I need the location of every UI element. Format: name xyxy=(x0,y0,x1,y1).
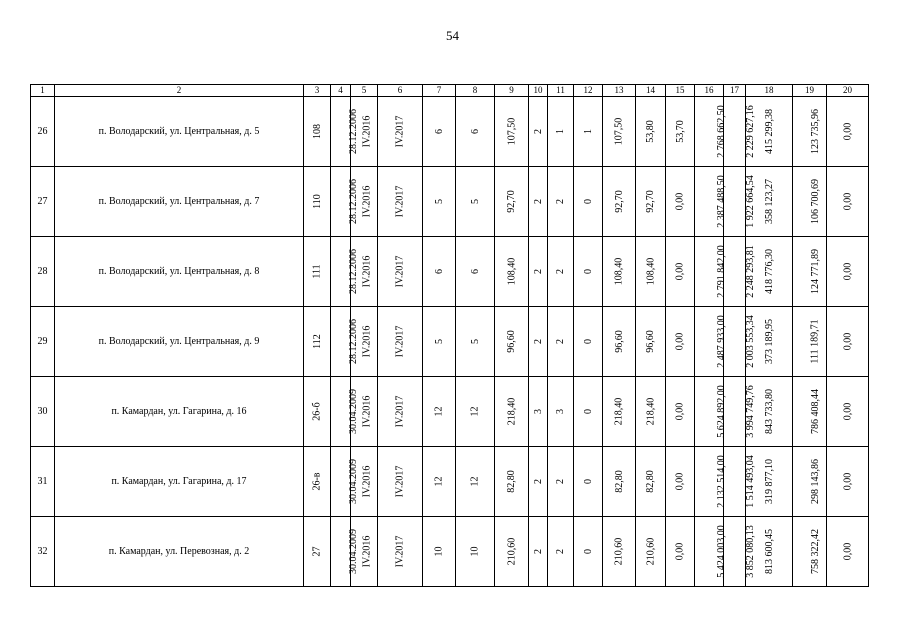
table-row xyxy=(31,237,869,307)
cell-c20 xyxy=(827,97,869,167)
cell-c7 xyxy=(423,377,456,447)
cell-c7 xyxy=(423,167,456,237)
cell-value: 6 xyxy=(469,269,481,274)
cell-c9 xyxy=(495,167,529,237)
cell-c14 xyxy=(636,517,666,587)
cell-value: 2 xyxy=(532,549,544,554)
cell-c12 xyxy=(574,97,603,167)
header-cell: 9 xyxy=(495,85,529,97)
cell-c8 xyxy=(456,307,495,377)
cell-c9 xyxy=(495,517,529,587)
cell-c15 xyxy=(666,307,695,377)
cell-value: 758 322,42 xyxy=(810,529,821,574)
cell-value: 2 387 488,50 xyxy=(715,175,727,228)
header-cell: 1 xyxy=(31,85,55,97)
row-number-cell: 27 xyxy=(31,167,55,237)
cell-c17 xyxy=(724,517,756,587)
header-cell: 13 xyxy=(603,85,636,97)
cell-value: IV.2017 xyxy=(394,395,406,428)
cell-value: 0,00 xyxy=(842,262,853,281)
cell-c19 xyxy=(793,237,827,307)
cell-c9 xyxy=(495,97,529,167)
cell-c11 xyxy=(548,167,574,237)
cell-value: IV.2017 xyxy=(394,325,406,358)
cell-c6 xyxy=(378,97,423,167)
cell-value: 2 791 842,00 xyxy=(715,245,727,298)
cell-c10 xyxy=(529,307,548,377)
cell-value: 0,00 xyxy=(674,192,686,211)
header-cell: 10 xyxy=(529,85,548,97)
cell-value: 108 xyxy=(311,124,323,139)
header-cell: 16 xyxy=(695,85,724,97)
cell-c3 xyxy=(304,307,331,377)
cell-value: 1 922 664,54 xyxy=(744,175,756,228)
cell-value: 1 xyxy=(555,129,566,134)
cell-value: 96,60 xyxy=(506,330,517,353)
cell-value: IV.2016 xyxy=(361,255,373,288)
cell-value: IV.2017 xyxy=(394,535,406,568)
cell-c17 xyxy=(724,447,756,517)
cell-c11 xyxy=(548,447,574,517)
cell-c13 xyxy=(603,97,636,167)
cell-value: 5 xyxy=(433,339,445,344)
cell-value: 12 xyxy=(433,406,445,417)
cell-value: 96,60 xyxy=(645,330,656,353)
cell-c16 xyxy=(695,447,727,517)
cell-c17 xyxy=(724,237,756,307)
table-row xyxy=(31,517,869,587)
cell-value: 2 xyxy=(555,549,566,554)
table-row xyxy=(31,97,869,167)
cell-value: IV.2016 xyxy=(361,465,373,498)
header-cell: 4 xyxy=(331,85,351,97)
cell-value: 0 xyxy=(582,269,594,274)
cell-value: 0,00 xyxy=(674,542,686,561)
cell-value: 2 xyxy=(555,339,566,344)
cell-c7 xyxy=(423,517,456,587)
cell-value: 210,60 xyxy=(506,537,517,566)
cell-c19 xyxy=(793,377,827,447)
cell-c15 xyxy=(666,97,695,167)
cell-c15 xyxy=(666,517,695,587)
header-cell: 8 xyxy=(456,85,495,97)
cell-value: 92,70 xyxy=(613,190,625,213)
table-row xyxy=(31,377,869,447)
cell-value: 28.12.2006 xyxy=(348,109,359,154)
cell-value: 82,80 xyxy=(645,470,656,493)
cell-value: 111 xyxy=(311,264,323,279)
cell-c4 xyxy=(331,447,359,517)
cell-c6 xyxy=(378,307,423,377)
cell-value: 5 624 892,00 xyxy=(715,385,727,438)
row-number-cell: 29 xyxy=(31,307,55,377)
cell-c3 xyxy=(304,237,331,307)
cell-c9 xyxy=(495,237,529,307)
cell-c11 xyxy=(548,517,574,587)
cell-c6 xyxy=(378,517,423,587)
cell-c14 xyxy=(636,447,666,517)
cell-value: 108,40 xyxy=(645,257,656,286)
cell-c16 xyxy=(695,167,727,237)
cell-c13 xyxy=(603,167,636,237)
cell-value: 2 229 627,16 xyxy=(744,105,756,158)
cell-value: 2 003 553,34 xyxy=(744,315,756,368)
cell-c13 xyxy=(603,307,636,377)
header-cell: 7 xyxy=(423,85,456,97)
cell-c16 xyxy=(695,517,727,587)
cell-value: 2 132 514,00 xyxy=(715,455,727,508)
cell-value: 82,80 xyxy=(613,470,625,493)
cell-c7 xyxy=(423,237,456,307)
cell-value: 418 776,30 xyxy=(763,249,775,294)
row-number-cell: 32 xyxy=(31,517,55,587)
header-cell: 19 xyxy=(793,85,827,97)
cell-value: IV.2017 xyxy=(394,185,406,218)
cell-value: 1 xyxy=(582,129,594,134)
cell-value: 0,00 xyxy=(842,402,853,421)
cell-value: 0,00 xyxy=(674,472,686,491)
cell-c10 xyxy=(529,97,548,167)
address-cell: п. Камардан, ул. Перевозная, д. 2 xyxy=(55,517,304,587)
cell-c3 xyxy=(304,517,331,587)
cell-value: 218,40 xyxy=(506,397,517,426)
cell-c6 xyxy=(378,237,423,307)
cell-c17 xyxy=(724,377,756,447)
cell-value: 210,60 xyxy=(645,537,656,566)
cell-c15 xyxy=(666,167,695,237)
cell-c16 xyxy=(695,237,727,307)
cell-value: 0,00 xyxy=(842,192,853,211)
cell-c17 xyxy=(724,97,756,167)
cell-value: 0,00 xyxy=(842,472,853,491)
address-cell: п. Володарский, ул. Центральная, д. 8 xyxy=(55,237,304,307)
cell-value: IV.2016 xyxy=(361,325,373,358)
cell-value: 27 xyxy=(311,546,323,557)
cell-value: 53,70 xyxy=(674,120,686,143)
cell-value: 2 xyxy=(532,129,544,134)
cell-value: 28.12.2006 xyxy=(348,179,359,224)
cell-c14 xyxy=(636,97,666,167)
cell-value: 108,40 xyxy=(506,257,517,286)
cell-value: 82,80 xyxy=(506,470,517,493)
cell-value: 53,80 xyxy=(645,120,656,143)
cell-c15 xyxy=(666,377,695,447)
cell-value: 2 xyxy=(532,479,544,484)
cell-value: 112 xyxy=(311,334,323,349)
header-cell: 3 xyxy=(304,85,331,97)
cell-c8 xyxy=(456,97,495,167)
header-cell: 17 xyxy=(724,85,746,97)
cell-c8 xyxy=(456,517,495,587)
cell-value: 0,00 xyxy=(842,542,853,561)
cell-c12 xyxy=(574,307,603,377)
cell-value: 6 xyxy=(433,129,445,134)
cell-value: 108,40 xyxy=(613,257,625,286)
cell-value: 0,00 xyxy=(842,122,853,141)
cell-c7 xyxy=(423,307,456,377)
row-number-cell: 26 xyxy=(31,97,55,167)
cell-value: 28.12.2006 xyxy=(348,319,359,364)
cell-value: 3 xyxy=(532,409,544,414)
cell-c20 xyxy=(827,517,869,587)
cell-value: 111 189,71 xyxy=(809,319,821,364)
cell-c15 xyxy=(666,237,695,307)
cell-c10 xyxy=(529,447,548,517)
cell-c19 xyxy=(793,517,827,587)
row-number-cell: 31 xyxy=(31,447,55,517)
cell-c4 xyxy=(331,307,359,377)
cell-value: 0,00 xyxy=(674,332,686,351)
table-row xyxy=(31,447,869,517)
cell-c4 xyxy=(331,377,359,447)
cell-c11 xyxy=(548,307,574,377)
cell-c13 xyxy=(603,447,636,517)
cell-c6 xyxy=(378,377,423,447)
cell-c9 xyxy=(495,377,529,447)
cell-value: 5 424 003,00 xyxy=(715,525,727,578)
cell-value: 0 xyxy=(582,479,594,484)
cell-value: 6 xyxy=(469,129,481,134)
cell-c20 xyxy=(827,377,869,447)
header-cell: 14 xyxy=(636,85,666,97)
cell-value: 2 xyxy=(555,199,566,204)
header-cell: 15 xyxy=(666,85,695,97)
cell-value: 319 877,10 xyxy=(763,459,775,504)
cell-value: 30.04.2009 xyxy=(348,529,359,574)
cell-value: 12 xyxy=(433,476,445,487)
cell-value: 415 299,38 xyxy=(763,109,775,154)
cell-value: 0,00 xyxy=(674,262,686,281)
header-cell: 12 xyxy=(574,85,603,97)
cell-c19 xyxy=(793,307,827,377)
cell-c9 xyxy=(495,447,529,517)
cell-value: 0,00 xyxy=(842,332,853,351)
header-cell: 5 xyxy=(351,85,378,97)
cell-value: 26-б xyxy=(311,402,323,421)
cell-value: 106 700,69 xyxy=(810,179,821,224)
cell-value: IV.2016 xyxy=(361,395,373,428)
address-cell: п. Володарский, ул. Центральная, д. 9 xyxy=(55,307,304,377)
cell-value: IV.2017 xyxy=(394,255,406,288)
cell-c20 xyxy=(827,167,869,237)
cell-c16 xyxy=(695,97,727,167)
cell-c19 xyxy=(793,97,827,167)
header-row xyxy=(31,85,869,97)
cell-c4 xyxy=(331,167,359,237)
cell-value: IV.2017 xyxy=(394,115,406,148)
data-table xyxy=(30,84,869,587)
header-cell: 18 xyxy=(746,85,793,97)
cell-c13 xyxy=(603,377,636,447)
table-row xyxy=(31,307,869,377)
cell-value: 10 xyxy=(433,546,445,557)
cell-c16 xyxy=(695,377,727,447)
cell-value: 0,00 xyxy=(674,402,686,421)
cell-c8 xyxy=(456,237,495,307)
cell-c7 xyxy=(423,447,456,517)
cell-value: IV.2016 xyxy=(361,115,373,148)
cell-value: 298 143,86 xyxy=(810,459,821,504)
cell-c13 xyxy=(603,517,636,587)
cell-c4 xyxy=(331,517,359,587)
cell-c12 xyxy=(574,237,603,307)
cell-value: 786 408,44 xyxy=(810,389,821,434)
cell-value: 1 514 493,04 xyxy=(744,455,756,508)
header-cell: 20 xyxy=(827,85,869,97)
cell-c9 xyxy=(495,307,529,377)
header-cell: 2 xyxy=(55,85,304,97)
cell-value: 2 xyxy=(555,479,566,484)
cell-c20 xyxy=(827,237,869,307)
cell-c17 xyxy=(724,167,756,237)
cell-value: 123 735,96 xyxy=(810,109,821,154)
cell-c12 xyxy=(574,167,603,237)
cell-c19 xyxy=(793,167,827,237)
header-cell: 11 xyxy=(548,85,574,97)
cell-c10 xyxy=(529,237,548,307)
cell-c19 xyxy=(793,447,827,517)
cell-c14 xyxy=(636,167,666,237)
cell-value: 124 771,89 xyxy=(810,249,821,294)
cell-value: 12 xyxy=(469,406,481,417)
cell-value: 92,70 xyxy=(506,190,517,213)
cell-c3 xyxy=(304,377,331,447)
cell-c3 xyxy=(304,97,331,167)
cell-c20 xyxy=(827,447,869,517)
address-cell: п. Камардан, ул. Гагарина, д. 17 xyxy=(55,447,304,517)
cell-c13 xyxy=(603,237,636,307)
cell-c6 xyxy=(378,167,423,237)
cell-value: 2 xyxy=(532,269,544,274)
header-cell: 6 xyxy=(378,85,423,97)
cell-c10 xyxy=(529,377,548,447)
row-number-cell: 30 xyxy=(31,377,55,447)
cell-value: 10 xyxy=(469,546,481,557)
cell-c11 xyxy=(548,377,574,447)
cell-value: 2 248 293,81 xyxy=(744,245,756,298)
cell-c16 xyxy=(695,307,727,377)
cell-c8 xyxy=(456,447,495,517)
cell-c4 xyxy=(331,237,359,307)
cell-value: IV.2016 xyxy=(361,185,373,218)
cell-value: 3 xyxy=(555,409,566,414)
cell-c11 xyxy=(548,237,574,307)
cell-c12 xyxy=(574,377,603,447)
cell-value: IV.2016 xyxy=(361,535,373,568)
cell-c3 xyxy=(304,167,331,237)
cell-c8 xyxy=(456,377,495,447)
cell-value: IV.2017 xyxy=(394,465,406,498)
cell-value: 2 487 933,00 xyxy=(715,315,727,368)
cell-value: 30.04.2009 xyxy=(348,389,359,434)
address-cell: п. Володарский, ул. Центральная, д. 7 xyxy=(55,167,304,237)
table-row xyxy=(31,167,869,237)
cell-value: 2 768 662,50 xyxy=(715,105,727,158)
cell-value: 813 600,45 xyxy=(763,529,775,574)
row-number-cell: 28 xyxy=(31,237,55,307)
cell-value: 0 xyxy=(582,199,594,204)
cell-c10 xyxy=(529,167,548,237)
cell-value: 3 852 080,13 xyxy=(744,525,756,578)
cell-value: 0 xyxy=(582,409,594,414)
address-cell: п. Володарский, ул. Центральная, д. 5 xyxy=(55,97,304,167)
cell-value: 210,60 xyxy=(613,537,625,566)
cell-c8 xyxy=(456,167,495,237)
cell-value: 3 994 749,76 xyxy=(744,385,756,438)
cell-value: 843 733,80 xyxy=(763,389,775,434)
page-number: 54 xyxy=(446,28,459,43)
cell-c14 xyxy=(636,307,666,377)
cell-value: 218,40 xyxy=(645,397,656,426)
cell-c12 xyxy=(574,517,603,587)
cell-c10 xyxy=(529,517,548,587)
cell-value: 218,40 xyxy=(613,397,625,426)
cell-value: 5 xyxy=(469,339,481,344)
cell-c17 xyxy=(724,307,756,377)
cell-c14 xyxy=(636,377,666,447)
cell-value: 96,60 xyxy=(613,330,625,353)
cell-c15 xyxy=(666,447,695,517)
cell-value: 92,70 xyxy=(645,190,656,213)
cell-value: 2 xyxy=(555,269,566,274)
cell-value: 373 189,95 xyxy=(763,319,775,364)
cell-value: 107,50 xyxy=(506,117,517,146)
cell-value: 6 xyxy=(433,269,445,274)
cell-c6 xyxy=(378,447,423,517)
cell-value: 26-в xyxy=(311,472,323,491)
cell-value: 358 123,27 xyxy=(763,179,775,224)
cell-c12 xyxy=(574,447,603,517)
address-cell: п. Камардан, ул. Гагарина, д. 16 xyxy=(55,377,304,447)
cell-c11 xyxy=(548,97,574,167)
cell-c3 xyxy=(304,447,331,517)
cell-value: 30.04.2009 xyxy=(348,459,359,504)
cell-value: 0 xyxy=(582,549,594,554)
cell-c20 xyxy=(827,307,869,377)
cell-value: 5 xyxy=(469,199,481,204)
cell-c7 xyxy=(423,97,456,167)
cell-value: 28.12.2006 xyxy=(348,249,359,294)
cell-value: 5 xyxy=(433,199,445,204)
cell-value: 2 xyxy=(532,199,544,204)
cell-value: 12 xyxy=(469,476,481,487)
cell-c4 xyxy=(331,97,359,167)
cell-value: 0 xyxy=(582,339,594,344)
cell-value: 107,50 xyxy=(613,117,625,146)
cell-value: 2 xyxy=(532,339,544,344)
cell-value: 110 xyxy=(311,194,323,209)
cell-c14 xyxy=(636,237,666,307)
